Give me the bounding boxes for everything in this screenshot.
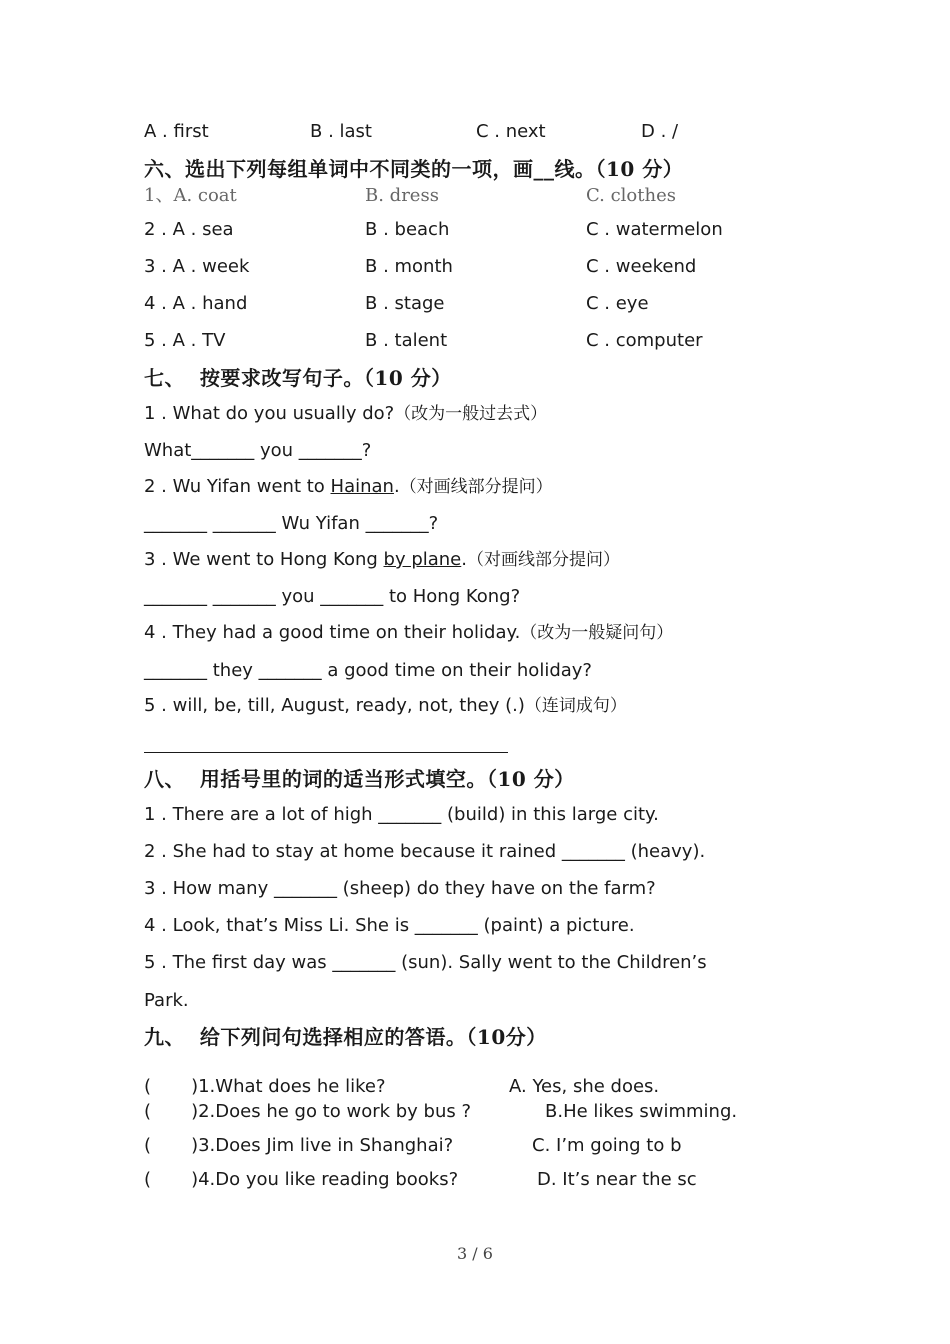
s7-q2-hint: （对画线部分提问）	[399, 477, 553, 497]
s7-q3-answer: _______ _______ you _______ to Hong Kong?	[144, 586, 521, 607]
s9-q2: ( )2.Does he go to work by bus ?	[144, 1101, 472, 1122]
option-b: B . last	[310, 121, 372, 142]
s6-row1-c: C. clothes	[586, 185, 676, 206]
s7-q2-answer: _______ _______ Wu Yifan _______?	[144, 513, 439, 534]
s6-row3-a: 3 . A . week	[144, 256, 250, 277]
s7-q5	[144, 694, 627, 718]
s7-q3-post: .	[461, 549, 467, 570]
option-a: A . first	[144, 121, 209, 142]
s6-row5-c: C . computer	[586, 330, 703, 351]
option-d: D . /	[641, 121, 679, 142]
s9-a2: B.He likes swimming.	[545, 1101, 738, 1122]
s7-q5-hint: （连词成句）	[524, 696, 627, 716]
s8-item-1: 1 . There are a lot of high _______ (build) in this large city.	[144, 804, 659, 825]
s6-row5-a: 5 . A . TV	[144, 330, 226, 351]
s8-item-2: 2 . She had to stay at home because it rained _______ (heavy).	[144, 841, 706, 862]
s7-q5-answer-line	[144, 752, 508, 753]
s6-row4-b: B . stage	[365, 293, 445, 314]
option-c: C . next	[476, 121, 546, 142]
s8-item-5: 5 . The first day was _______ (sun). Sally went to the Children’s	[144, 952, 707, 973]
s7-q2-underlined: Hainan	[330, 476, 394, 497]
s7-q1-text: 1 . What do you usually do?	[144, 403, 395, 424]
s6-row1-a: 1、A. coat	[144, 185, 237, 206]
s7-q3-underlined: by plane	[383, 549, 462, 570]
s8-item-4: 4 . Look, that’s Miss Li. She is _______ (paint) a picture.	[144, 915, 635, 936]
s8-item-3: 3 . How many _______ (sheep) do they have on the farm?	[144, 878, 656, 899]
s7-q1	[144, 402, 547, 426]
section9-heading: 九、 给下列问句选择相应的答语。（10分）	[144, 1025, 547, 1049]
s6-row2-a: 2 . A . sea	[144, 219, 234, 240]
s7-q3-hint: （对画线部分提问）	[467, 550, 620, 570]
s7-q4-answer: _______ they _______ a good time on their holiday?	[144, 660, 592, 681]
s9-q4: ( )4.Do you like reading books?	[144, 1169, 459, 1190]
s8-item-5-cont: Park.	[144, 990, 189, 1011]
s7-q2-pre: 2 . Wu Yifan went to	[144, 476, 331, 497]
s7-q3	[144, 548, 620, 572]
section8-heading: 八、 用括号里的词的适当形式填空。（10 分）	[144, 767, 575, 791]
s7-q3-pre: 3 . We went to Hong Kong	[144, 549, 384, 570]
s7-q2-post: .	[393, 476, 400, 497]
s9-q3: ( )3.Does Jim live in Shanghai?	[144, 1135, 454, 1156]
s9-a3: C. I’m going to b	[532, 1135, 682, 1156]
s6-row4-a: 4 . A . hand	[144, 293, 248, 314]
s9-a1: A. Yes, she does.	[509, 1076, 660, 1097]
s6-row5-b: B . talent	[365, 330, 448, 351]
s6-row1-b: B. dress	[365, 185, 439, 206]
s7-q2	[144, 475, 553, 499]
page-number: 3 / 6	[457, 1244, 493, 1263]
s7-q1-hint: （改为一般过去式）	[394, 404, 548, 424]
s6-row2-b: B . beach	[365, 219, 450, 240]
s7-q4-hint: （改为一般疑问句）	[520, 623, 674, 643]
s7-q4	[144, 621, 673, 645]
s6-row3-c: C . weekend	[586, 256, 697, 277]
section7-heading: 七、 按要求改写句子。（10 分）	[144, 366, 452, 390]
s6-row2-c: C . watermelon	[586, 219, 723, 240]
s7-q1-answer: What_______ you _______?	[144, 440, 372, 461]
s6-row3-b: B . month	[365, 256, 453, 277]
s6-row4-c: C . eye	[586, 293, 649, 314]
s9-a4: D. It’s near the sc	[537, 1169, 697, 1190]
section6-heading: 六、选出下列每组单词中不同类的一项，画__线。（10 分）	[144, 157, 684, 181]
s7-q5-text: 5 . will, be, till, August, ready, not, they (.)	[144, 695, 525, 716]
s9-q1: ( )1.What does he like?	[144, 1076, 386, 1097]
s7-q4-text: 4 . They had a good time on their holiday.	[144, 622, 521, 643]
